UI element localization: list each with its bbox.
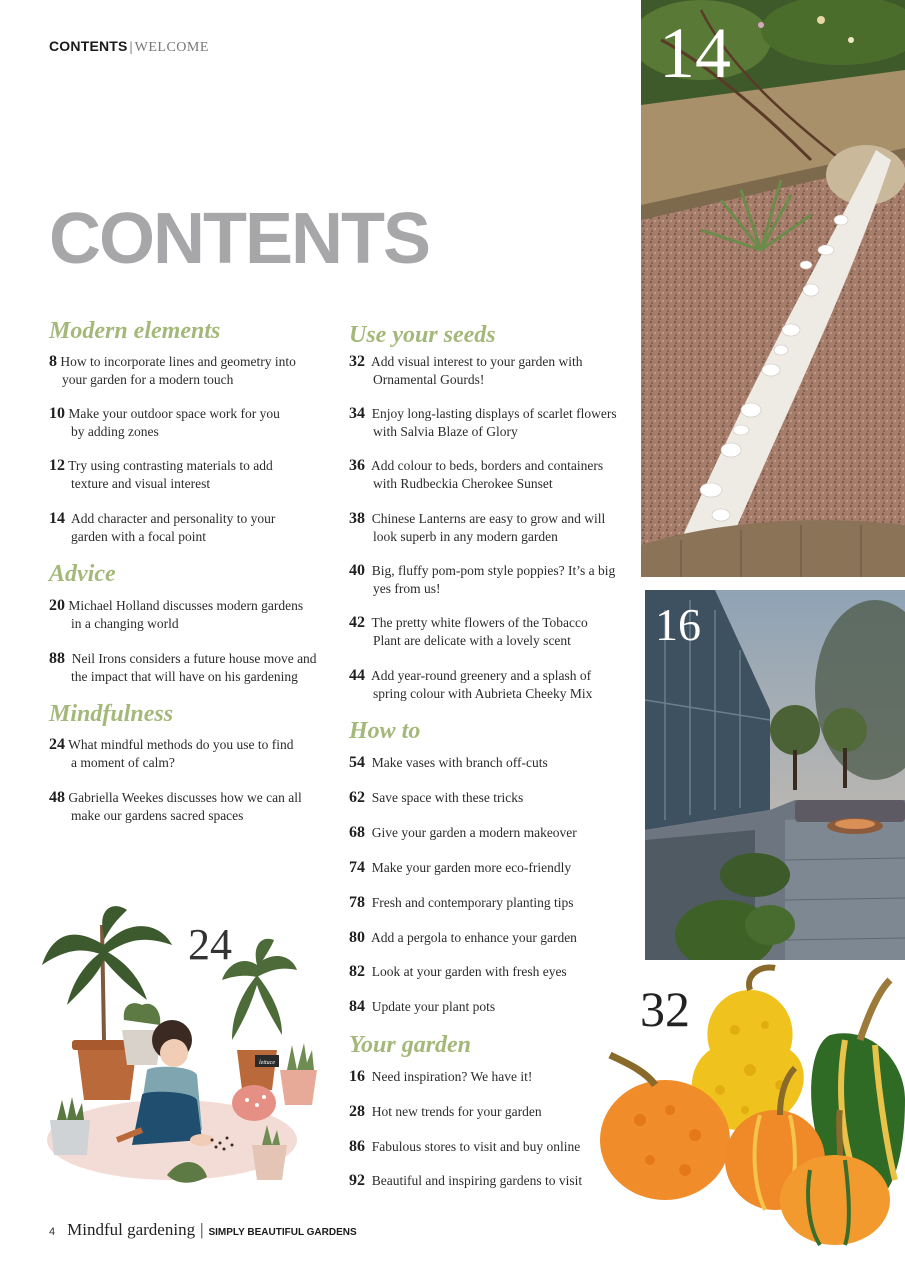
entry-text: Add a pergola to enhance your garden [371, 930, 577, 945]
entry-text-cont: your garden for a modern touch [62, 372, 234, 387]
toc-entry[interactable] [349, 998, 495, 1016]
toc-entry[interactable] [349, 1068, 532, 1086]
page-number: 28 [349, 1103, 365, 1120]
header-divider: | [129, 40, 133, 55]
entry-text: Big, fluffy pom-pom style poppies? It’s a big [371, 563, 616, 578]
photo-gourds[interactable] [600, 960, 905, 1250]
toc-entry[interactable] [349, 824, 577, 842]
page-number: 16 [349, 1068, 365, 1085]
entry-text: Look at your garden with fresh eyes [371, 964, 567, 979]
section-title-yourgarden: Your garden [349, 1032, 472, 1058]
page-number: 40 [349, 562, 365, 579]
page-number: 54 [349, 754, 365, 771]
page-number: 42 [349, 614, 365, 631]
entry-text: Enjoy long-lasting displays of scarlet flowers [371, 406, 617, 421]
toc-entry[interactable] [349, 1138, 580, 1156]
toc-entry[interactable] [349, 510, 605, 546]
photo-page-number: 32 [640, 981, 690, 1037]
page-number: 10 [49, 405, 65, 422]
entry-text: Add character and personality to your [71, 511, 276, 526]
page-number-footer: 4 [49, 1226, 56, 1238]
page-number: 8 [49, 353, 57, 370]
photo-page-number: 24 [188, 920, 232, 969]
page-number: 78 [349, 894, 365, 911]
entry-text: Add visual interest to your garden with [371, 354, 583, 369]
photo-pebble-garden[interactable] [641, 0, 905, 577]
toc-entry[interactable] [349, 1172, 582, 1190]
photo-modern-terrace[interactable] [645, 590, 905, 970]
page-number: 82 [349, 963, 365, 980]
page-number: 32 [349, 353, 365, 370]
entry-text-cont: garden with a focal point [71, 529, 206, 544]
entry-text: Make vases with branch off-cuts [371, 755, 548, 770]
toc-entry[interactable] [349, 457, 603, 493]
toc-entry[interactable] [349, 789, 523, 807]
page-number: 48 [49, 789, 65, 806]
entry-text: Make your garden more eco-friendly [371, 860, 572, 875]
toc-entry[interactable] [49, 650, 317, 686]
entry-text-cont: Ornamental Gourds! [373, 372, 485, 387]
entry-text: Try using contrasting materials to add [68, 458, 273, 473]
page-number: 68 [349, 824, 365, 841]
page-footer [49, 1220, 357, 1240]
page-number: 36 [349, 457, 365, 474]
page-number: 34 [349, 405, 365, 422]
entry-text: Neil Irons considers a future house move and [71, 651, 317, 666]
page-number: 38 [349, 510, 365, 527]
entry-text: Add year-round greenery and a splash of [371, 668, 592, 683]
entry-text: Chinese Lanterns are easy to grow and will [371, 511, 606, 526]
entry-text-cont: the impact that will have on his gardening [71, 669, 298, 684]
toc-entry[interactable] [49, 353, 296, 389]
entry-text-cont: texture and visual interest [71, 476, 211, 491]
section-title-seeds: Use your seeds [349, 322, 496, 348]
header-section: CONTENTS [49, 38, 128, 54]
page-number: 62 [349, 789, 365, 806]
magazine-title: Mindful gardening [67, 1220, 196, 1239]
photo-page-number: 16 [655, 599, 701, 650]
page-number: 86 [349, 1138, 365, 1155]
toc-entry[interactable] [49, 597, 303, 633]
entry-text: Fresh and contemporary planting tips [371, 895, 574, 910]
section-title-advice: Advice [49, 561, 116, 587]
page-number: 92 [349, 1172, 365, 1189]
footer-divider: | [200, 1220, 204, 1239]
page-number: 84 [349, 998, 365, 1015]
entry-text: Update your plant pots [371, 999, 496, 1014]
entry-text: Hot new trends for your garden [371, 1104, 542, 1119]
toc-entry[interactable] [49, 405, 280, 441]
entry-text-cont: make our gardens sacred spaces [71, 808, 244, 823]
running-header [49, 38, 209, 56]
page-number: 74 [349, 859, 365, 876]
plant-tag-text: lettuce [259, 1060, 275, 1066]
page-number: 12 [49, 457, 65, 474]
entry-text-cont: by adding zones [71, 424, 159, 439]
entry-text: Gabriella Weekes discusses how we can all [68, 790, 302, 805]
page-number: 14 [49, 510, 65, 527]
entry-text: Make your outdoor space work for you [68, 406, 280, 421]
entry-text: The pretty white flowers of the Tobacco [371, 615, 588, 630]
entry-text: Save space with these tricks [371, 790, 524, 805]
toc-entry[interactable] [49, 736, 294, 772]
toc-entry[interactable] [349, 353, 582, 389]
toc-entry[interactable] [349, 754, 548, 772]
toc-entry[interactable] [49, 510, 275, 546]
entry-text: Fabulous stores to visit and buy online [371, 1139, 581, 1154]
magazine-subtitle: SIMPLY BEAUTIFUL GARDENS [208, 1227, 357, 1238]
toc-entry[interactable] [49, 789, 302, 825]
entry-text-cont: with Rudbeckia Cherokee Sunset [373, 476, 553, 491]
toc-entry[interactable] [349, 929, 577, 947]
entry-text: How to incorporate lines and geometry into [60, 354, 296, 369]
gardener-illustration [42, 905, 332, 1195]
entry-text: What mindful methods do you use to find [68, 737, 294, 752]
toc-entry[interactable] [349, 859, 571, 877]
photo-page-number: 14 [659, 13, 731, 93]
entry-text: Michael Holland discusses modern gardens [68, 598, 304, 613]
entry-text-cont: yes from us! [373, 581, 441, 596]
entry-text-cont: spring colour with Aubrieta Cheeky Mix [373, 686, 593, 701]
entry-text: Beautiful and inspiring gardens to visit [371, 1173, 583, 1188]
entry-text-cont: in a changing world [71, 616, 179, 631]
toc-entry[interactable] [349, 963, 567, 981]
page-title: CONTENTS [49, 199, 429, 279]
page-number: 44 [349, 667, 365, 684]
entry-text-cont: Plant are delicate with a lovely scent [373, 633, 571, 648]
toc-entry[interactable] [349, 562, 615, 598]
toc-entry[interactable] [349, 667, 592, 703]
entry-text-cont: look superb in any modern garden [373, 529, 558, 544]
header-subsection: WELCOME [134, 40, 209, 55]
toc-entry[interactable] [349, 1103, 542, 1121]
page-number: 24 [49, 736, 65, 753]
illustration-mindful-gardener[interactable] [42, 905, 332, 1195]
page-number: 20 [49, 597, 65, 614]
section-title-howto: How to [349, 718, 421, 744]
entry-text: Give your garden a modern makeover [371, 825, 577, 840]
page-number: 88 [49, 650, 65, 667]
toc-entry[interactable] [349, 894, 573, 912]
entry-text-cont: with Salvia Blaze of Glory [373, 424, 518, 439]
toc-entry[interactable] [49, 457, 273, 493]
toc-entry[interactable] [349, 614, 588, 650]
entry-text-cont: a moment of calm? [71, 755, 175, 770]
page-number: 80 [349, 929, 365, 946]
entry-text: Need inspiration? We have it! [371, 1069, 533, 1084]
section-title-modern: Modern elements [49, 318, 221, 344]
toc-entry[interactable] [349, 405, 617, 441]
section-title-mindfulness: Mindfulness [49, 701, 174, 727]
entry-text: Add colour to beds, borders and containers [371, 458, 604, 473]
